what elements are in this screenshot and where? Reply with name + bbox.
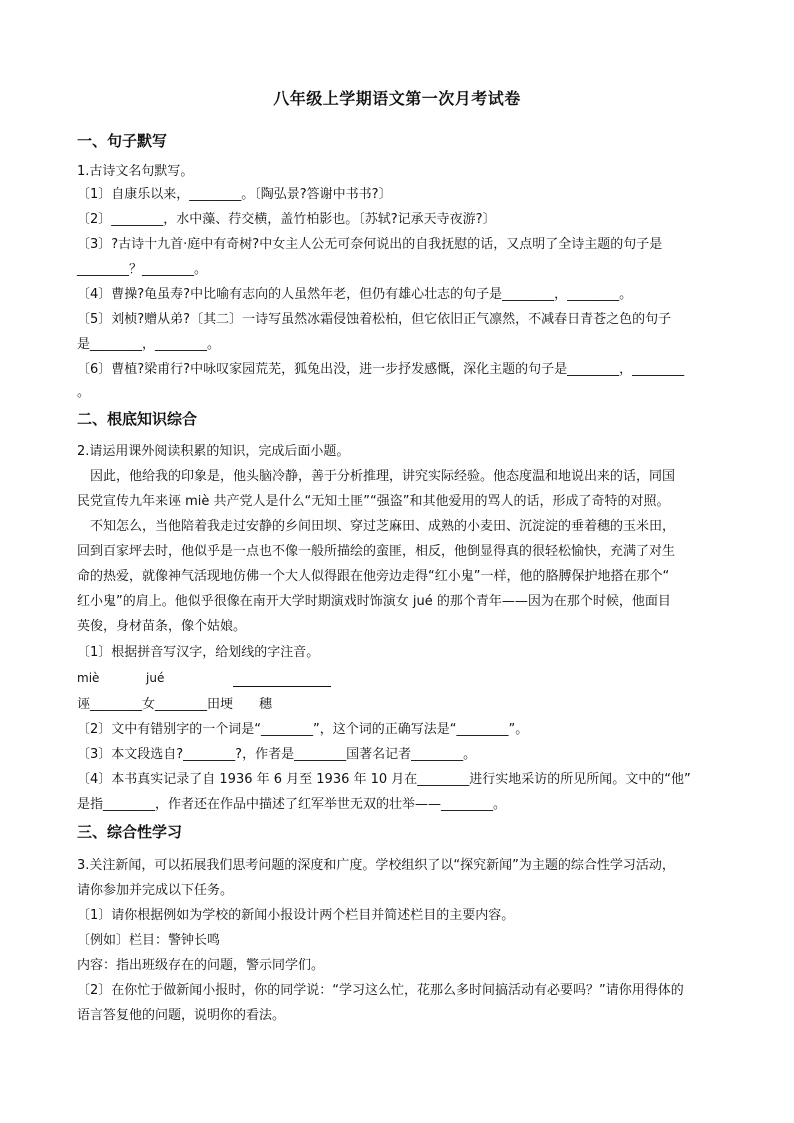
pinyin-jue: jué xyxy=(146,671,165,685)
question-3-sub-1: 〔1〕请你根据例如为学校的新闻小报设计两个栏目并简述栏目的主要内容。 xyxy=(77,908,515,923)
question-1-item-6-end: 。 xyxy=(77,385,91,400)
question-1-item-4: 〔4〕曹操?龟虽寿?中比喻有志向的人虽然年老，但仍有雄心壮志的句子是________，________。 xyxy=(77,287,633,302)
question-2-sub-3: 〔3〕本文段选自?________?，作者是________国著名记者________。 xyxy=(77,747,477,762)
pinyin-answer-line xyxy=(233,686,331,687)
question-1-item-5-blanks: 是________，________。 xyxy=(77,337,221,352)
question-1-item-5: 〔5〕刘桢?赠从弟?〔其二〕一诗写虽然冰霜侵蚀着松柏，但它依旧正气凛然，不减春日青苍之色的句子 xyxy=(77,312,672,327)
section-heading-3: 三、综合性学习 xyxy=(77,823,183,841)
question-1-prompt: 1.古诗文名句默写。 xyxy=(77,164,194,179)
question-2-sub-4-cont: 是指________，作者还在作品中描述了红军举世无双的壮举——________。 xyxy=(77,797,507,812)
question-1-item-6: 〔6〕曹植?梁甫行?中咏叹家园荒芜，狐兔出没，进一步抒发感慨，深化主题的句子是________，________ xyxy=(77,362,685,377)
question-1-item-3: 〔3〕?古诗十九首·庭中有奇树?中女主人公无可奈何说出的自我抚慰的话，又点明了全诗主题的句子是 xyxy=(77,237,663,252)
pinyin-mie: miè xyxy=(77,671,100,685)
passage-line-5: 命的热爱，就像神气活现地仿佛一个大人似得跟在他旁边走得“红小鬼”一样，他的胳膊保护地搭在那个“ xyxy=(77,569,670,584)
section-heading-1: 一、句子默写 xyxy=(77,132,168,150)
question-3-sub-2: 〔2〕在你忙于做新闻小报时，你的同学说：“学习这么忙，花那么多时间搞活动有必要吗？”请你用得体的 xyxy=(77,983,684,998)
question-1-item-3-blanks: ________？________。 xyxy=(77,262,208,277)
question-2-sub-4: 〔4〕本书真实记录了自 1936 年 6 月至 1936 年 10 月在________进行实地采访的所见所闻。文中的“他” xyxy=(77,772,691,787)
example-column: 〔例如〕栏目：警钟长鸣 xyxy=(77,933,221,948)
page-title: 八年级上学期语文第一次月考试卷 xyxy=(273,89,521,108)
passage-line-1: 因此，他给我的印象是，他头脑冷静，善于分析推理，讲究实际经验。他态度温和地说出来的话，同国 xyxy=(77,469,676,484)
passage-line-6: 红小鬼”的肩上。他似乎很像在南开大学时期演戏时饰演女 jué 的那个青年——因为在那个时候，他面目 xyxy=(77,594,671,609)
question-3-prompt-cont: 请你参加并完成以下任务。 xyxy=(77,883,234,898)
example-content: 内容：指出班级存在的问题，警示同学们。 xyxy=(77,958,325,973)
passage-line-2: 民党宣传九年来诬 miè 共产党人是什么“无知土匪”“强盗”和其他爱用的骂人的话，形成了奇特的对照。 xyxy=(77,494,670,509)
question-2-sub-2: 〔2〕文中有错别字的一个词是“________”，这个词的正确写法是“________”。 xyxy=(77,722,529,737)
question-2-sub-1: 〔1〕根据拼音写汉字，给划线的字注音。 xyxy=(77,645,320,660)
question-2-sub-1-chars: 诬________女________田埂 穗 xyxy=(77,697,273,712)
question-2-prompt: 2.请运用课外阅读积累的知识，完成后面小题。 xyxy=(77,444,350,459)
question-1-item-1: 〔1〕自康乐以来，________。〔陶弘景?答谢中书书?〕 xyxy=(77,187,392,202)
passage-line-7: 英俊，身材苗条，像个姑娘。 xyxy=(77,619,247,634)
question-3-sub-2-cont: 语言答复他的问题，说明你的看法。 xyxy=(77,1008,286,1023)
passage-line-4: 回到百家坪去时，他似乎是一点也不像一般所描绘的蛮匪，相反，他倒显得真的很轻松愉快，充满了对生 xyxy=(77,544,676,559)
question-1-item-2: 〔2〕________，水中藻、荇交横，盖竹柏影也。〔苏轼?记承天寺夜游?〕 xyxy=(77,212,496,227)
section-heading-2: 二、根底知识综合 xyxy=(77,410,198,428)
passage-line-3: 不知怎么，当他陪着我走过安静的乡间田坝、穿过芝麻田、成熟的小麦田、沉淀淀的垂着穗的玉米田， xyxy=(77,519,676,534)
question-3-prompt: 3.关注新闻，可以拓展我们思考问题的深度和广度。学校组织了以“探究新闻”为主题的综合性学习活动， xyxy=(77,858,675,873)
